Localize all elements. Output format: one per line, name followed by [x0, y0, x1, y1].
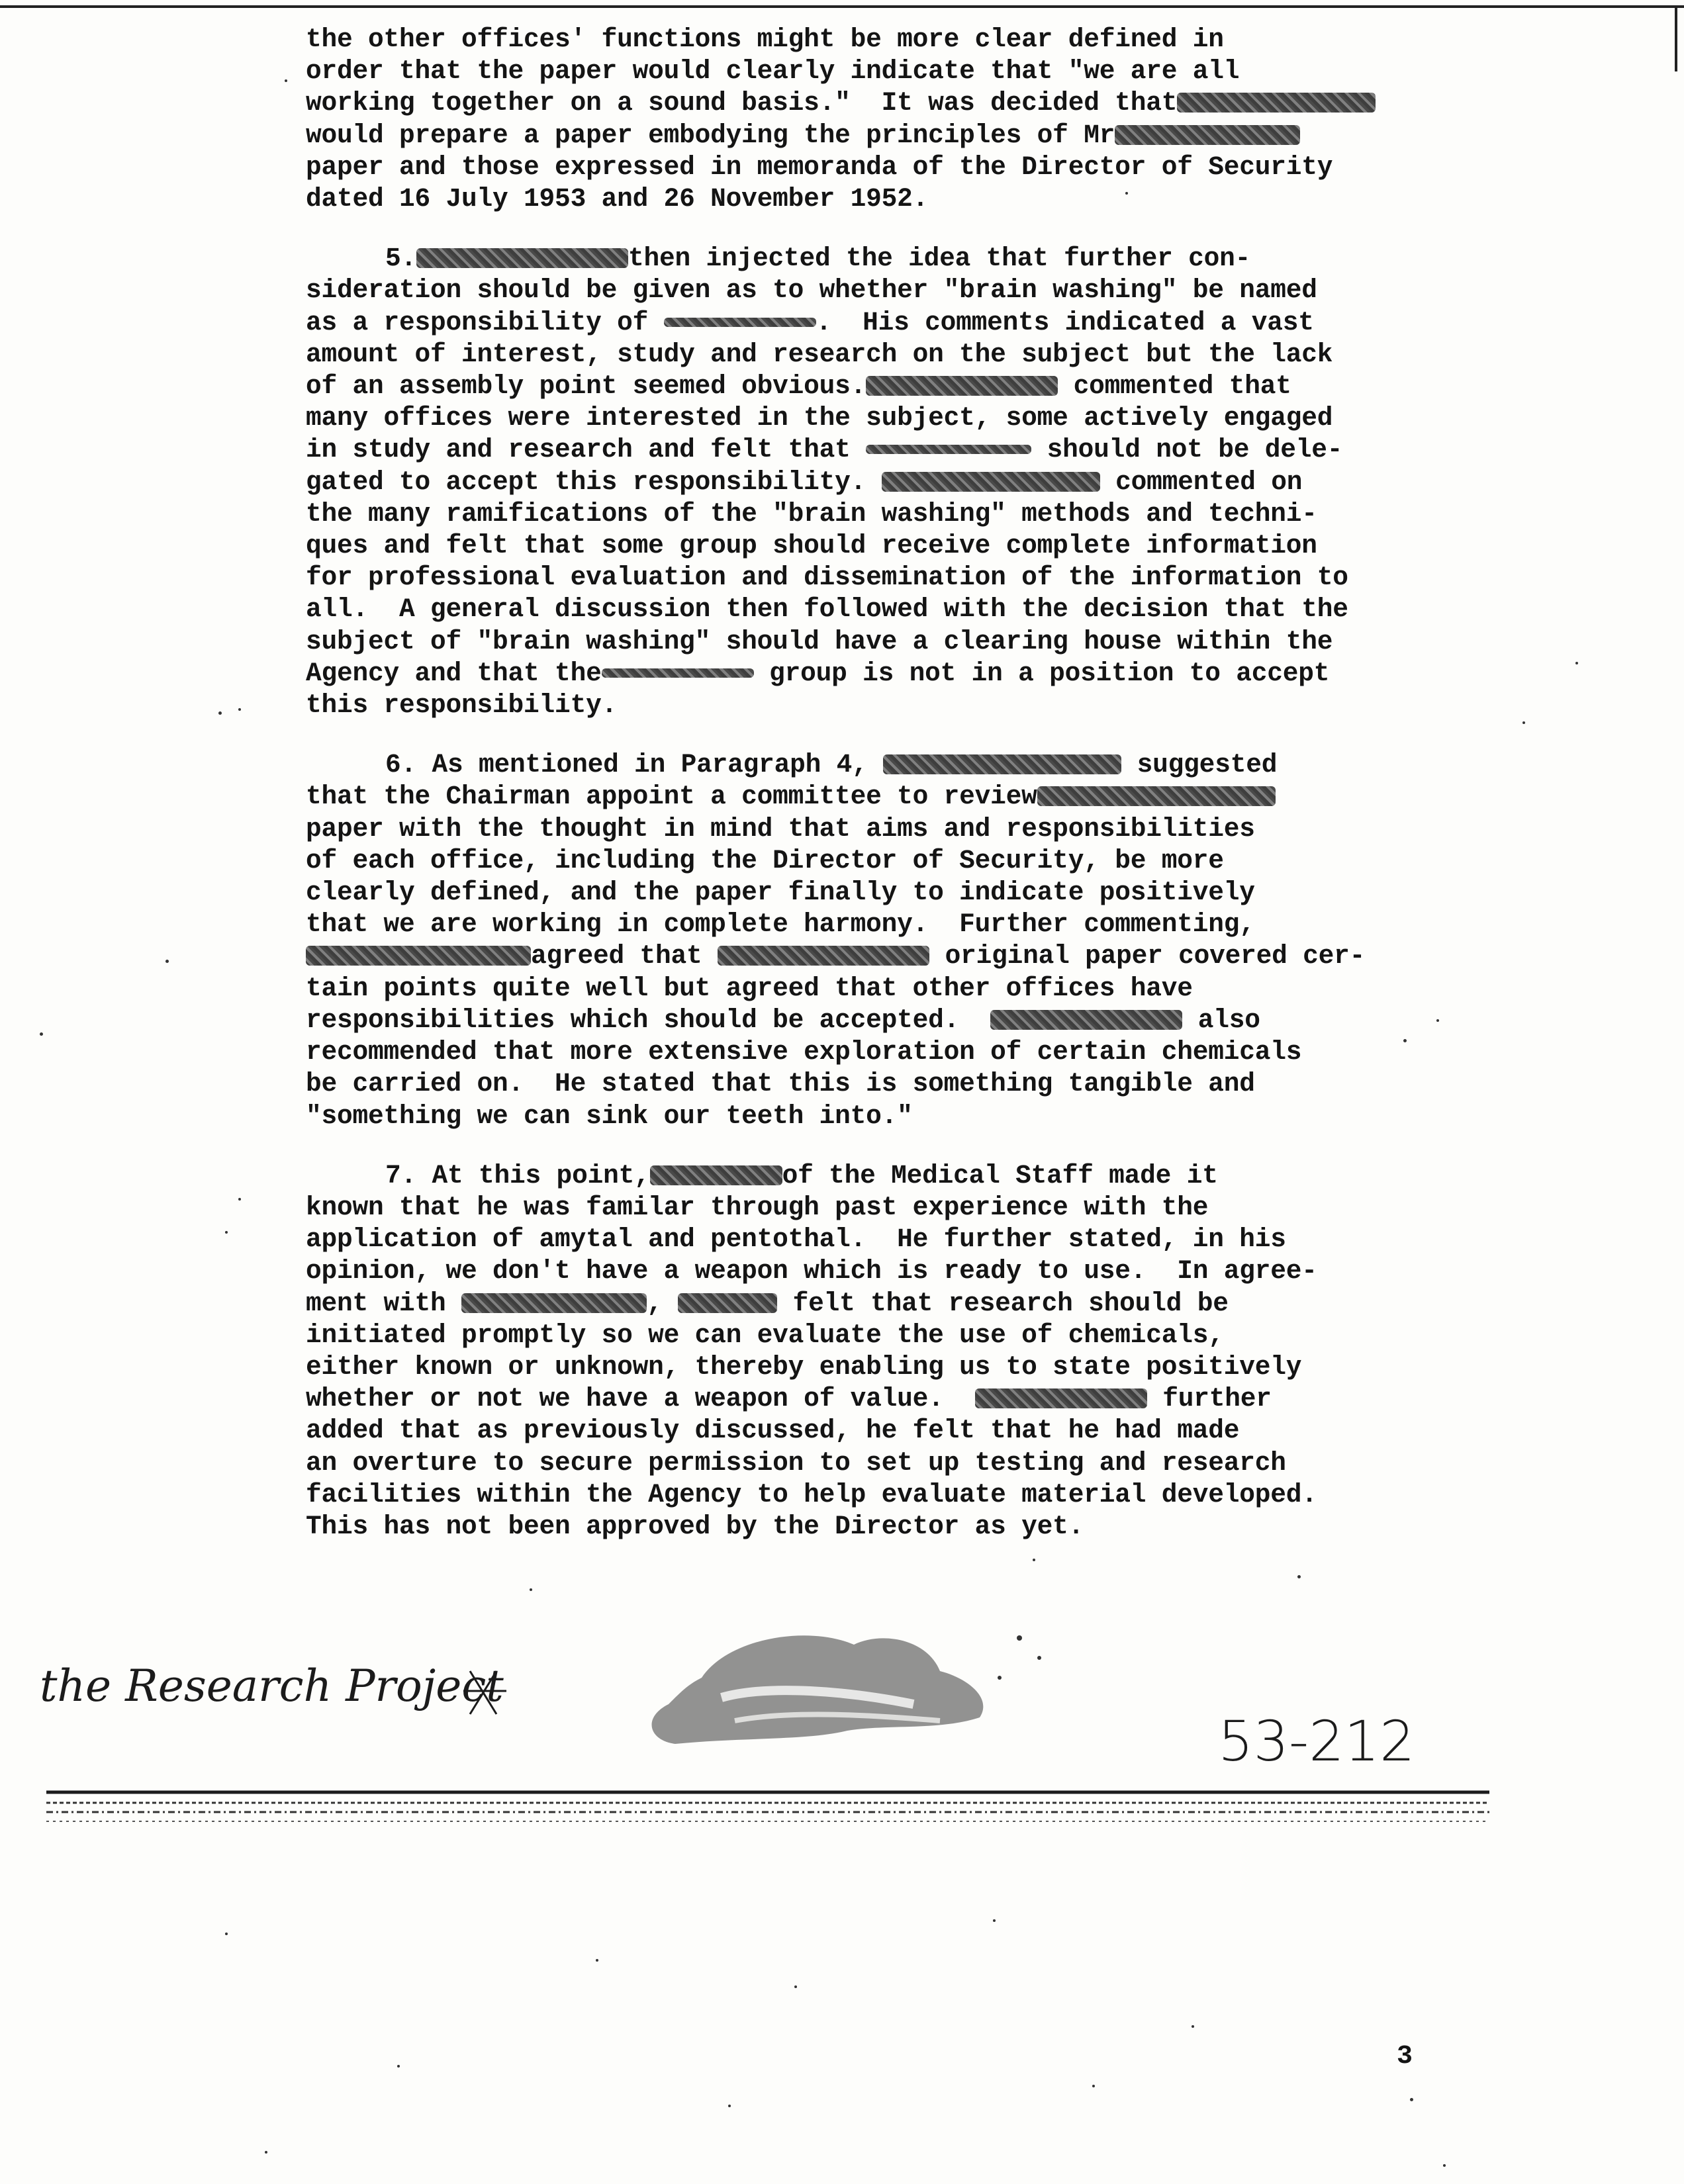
redaction-mark — [866, 445, 1031, 454]
text-fragment: whether or not we have a weapon of value. — [306, 1384, 944, 1414]
text-line — [306, 749, 1398, 781]
text-line: many offices were interested in the subject, some actively engaged — [306, 403, 1333, 433]
text-line — [306, 781, 1398, 813]
handwritten-note — [40, 1651, 516, 1724]
memo-body — [306, 24, 1398, 1570]
text-line: paper with the thought in mind that aims and responsibilities — [306, 813, 1255, 844]
text-line — [306, 120, 1398, 152]
text-fragment: would prepare a paper embodying the principles of Mr — [306, 120, 1115, 150]
paragraph-number: 6. — [385, 750, 417, 780]
footer-border-band — [46, 1787, 1489, 1827]
text-line: recommended that more extensive exploration of certain chemicals — [306, 1037, 1302, 1068]
text-fragment: as a responsibility of — [306, 307, 649, 338]
text-fragment: should not be dele- — [1047, 435, 1343, 465]
text-line: clearly defined, and the paper finally to indicate positively — [306, 878, 1255, 908]
paragraph-number: 7. — [385, 1160, 417, 1191]
text-line — [306, 434, 1398, 466]
text-line: application of amytal and pentothal. He further stated, in his — [306, 1224, 1286, 1255]
redaction-mark — [306, 946, 531, 966]
text-line: known that he was familar through past experience with the — [306, 1192, 1209, 1222]
text-line: initiated promptly so we can evaluate the use of chemicals, — [306, 1320, 1224, 1350]
text-fragment: felt that research should be — [792, 1288, 1229, 1318]
redaction-mark — [975, 1388, 1147, 1408]
top-border-line — [0, 5, 1684, 8]
text-fragment: of the Medical Staff made it — [782, 1160, 1218, 1191]
text-line — [306, 371, 1398, 402]
text-line: an overture to secure permission to set up testing and research — [306, 1447, 1286, 1478]
text-line: dated 16 July 1953 and 26 November 1952. — [306, 184, 929, 214]
text-fragment: original paper covered cer- — [945, 941, 1366, 972]
redaction-mark — [461, 1293, 647, 1313]
text-line: ment with , felt that research should be — [306, 1288, 1229, 1318]
text-fragment: . His comments indicated a vast — [816, 307, 1314, 338]
text-line: paper and those expressed in memoranda of the Director of Security — [306, 152, 1333, 182]
text-fragment: responsibilities which should be accepted. — [306, 1005, 960, 1035]
text-line: the many ramifications of the "brain washing" methods and techni- — [306, 498, 1317, 529]
text-line — [306, 1383, 1398, 1415]
text-line — [306, 87, 1398, 119]
text-line: the other offices' functions might be more clear defined in — [306, 24, 1224, 54]
text-fragment: group is not in a position to accept — [769, 658, 1330, 688]
text-line — [306, 658, 1398, 690]
text-line: for professional evaluation and dissemination of the information to — [306, 563, 1348, 593]
text-line — [306, 1005, 1398, 1036]
text-line — [306, 940, 1398, 972]
redaction-mark — [990, 1010, 1182, 1030]
text-fragment: working together on a sound basis." It was decided that — [306, 88, 1178, 118]
redaction-mark — [416, 248, 628, 268]
text-line — [306, 467, 1398, 498]
paragraph-number: 5. — [385, 244, 417, 274]
text-line: facilities within the Agency to help evaluate material developed. — [306, 1479, 1317, 1510]
paragraph-5 — [306, 243, 1398, 721]
paragraph-6 — [306, 749, 1398, 1132]
text-line — [306, 1160, 1398, 1192]
redaction-mark — [718, 946, 929, 966]
redaction-mark — [664, 318, 816, 327]
redaction-mark — [866, 376, 1058, 396]
text-fragment: As mentioned in Paragraph 4, — [432, 750, 868, 780]
text-fragment: commented on — [1115, 467, 1303, 497]
text-line: all. A general discussion then followed with the decision that the — [306, 594, 1348, 625]
text-fragment: suggested — [1137, 750, 1278, 780]
text-line: sideration should be given as to whether "brain washing" be named — [306, 275, 1317, 306]
text-fragment: gated to accept this responsibility. — [306, 467, 866, 497]
text-line: subject of "brain washing" should have a clearing house within the — [306, 626, 1333, 657]
text-line: ques and felt that some group should receive complete information — [306, 531, 1317, 561]
text-line — [306, 243, 1398, 275]
handwritten-number-text: 53-212 — [1218, 1709, 1415, 1774]
text-fragment: in study and research and felt that — [306, 435, 851, 465]
redaction-mark — [882, 472, 1100, 492]
redaction-mark — [883, 754, 1121, 774]
text-line: order that the paper would clearly indicate that "we are all — [306, 56, 1240, 87]
ink-blot — [569, 1598, 1086, 1770]
handwritten-note-text: the Research Project — [40, 1661, 504, 1711]
text-fragment: that the Chairman appoint a committee to review — [306, 782, 1037, 812]
text-fragment: agreed that — [531, 941, 702, 972]
redaction-mark — [650, 1165, 782, 1185]
text-line: added that as previously discussed, he felt that he had made — [306, 1416, 1240, 1446]
redaction-mark — [1115, 125, 1300, 145]
page-number: 3 — [1397, 2042, 1413, 2071]
text-line: that we are working in complete harmony. Further commenting, — [306, 909, 1255, 940]
text-line: This has not been approved by the Director as yet. — [306, 1511, 1084, 1541]
text-line: tain points quite well but agreed that other offices have — [306, 973, 1193, 1003]
text-line: either known or unknown, thereby enabling us to state positively — [306, 1351, 1302, 1382]
text-line: be carried on. He stated that this is something tangible and — [306, 1069, 1255, 1099]
text-fragment: At this point, — [432, 1160, 650, 1191]
paragraph-4-continued — [306, 24, 1398, 215]
text-line: amount of interest, study and research on the subject but the lack — [306, 339, 1333, 369]
redaction-mark — [1037, 786, 1276, 806]
redaction-mark — [602, 668, 754, 678]
text-line: "something we can sink our teeth into." — [306, 1101, 913, 1131]
text-line: this responsibility. — [306, 690, 618, 721]
handwritten-document-number — [1218, 1704, 1456, 1777]
paragraph-7 — [306, 1160, 1398, 1543]
text-fragment: further — [1162, 1384, 1272, 1414]
text-fragment: of an assembly point seemed obvious. — [306, 371, 866, 402]
text-fragment: ment with — [306, 1288, 446, 1318]
text-fragment: commented that — [1073, 371, 1291, 402]
text-line: of each office, including the Director of Security, be more — [306, 845, 1224, 876]
text-line: opinion, we don't have a weapon which is ready to use. In agree- — [306, 1256, 1317, 1287]
redaction-mark — [1177, 93, 1376, 113]
text-fragment: also — [1197, 1005, 1260, 1035]
text-fragment: Agency and that the — [306, 658, 602, 688]
right-border-line — [1675, 5, 1677, 71]
text-fragment: then injected the idea that further con- — [628, 244, 1251, 274]
text-line — [306, 307, 1398, 339]
redaction-mark — [678, 1293, 777, 1313]
